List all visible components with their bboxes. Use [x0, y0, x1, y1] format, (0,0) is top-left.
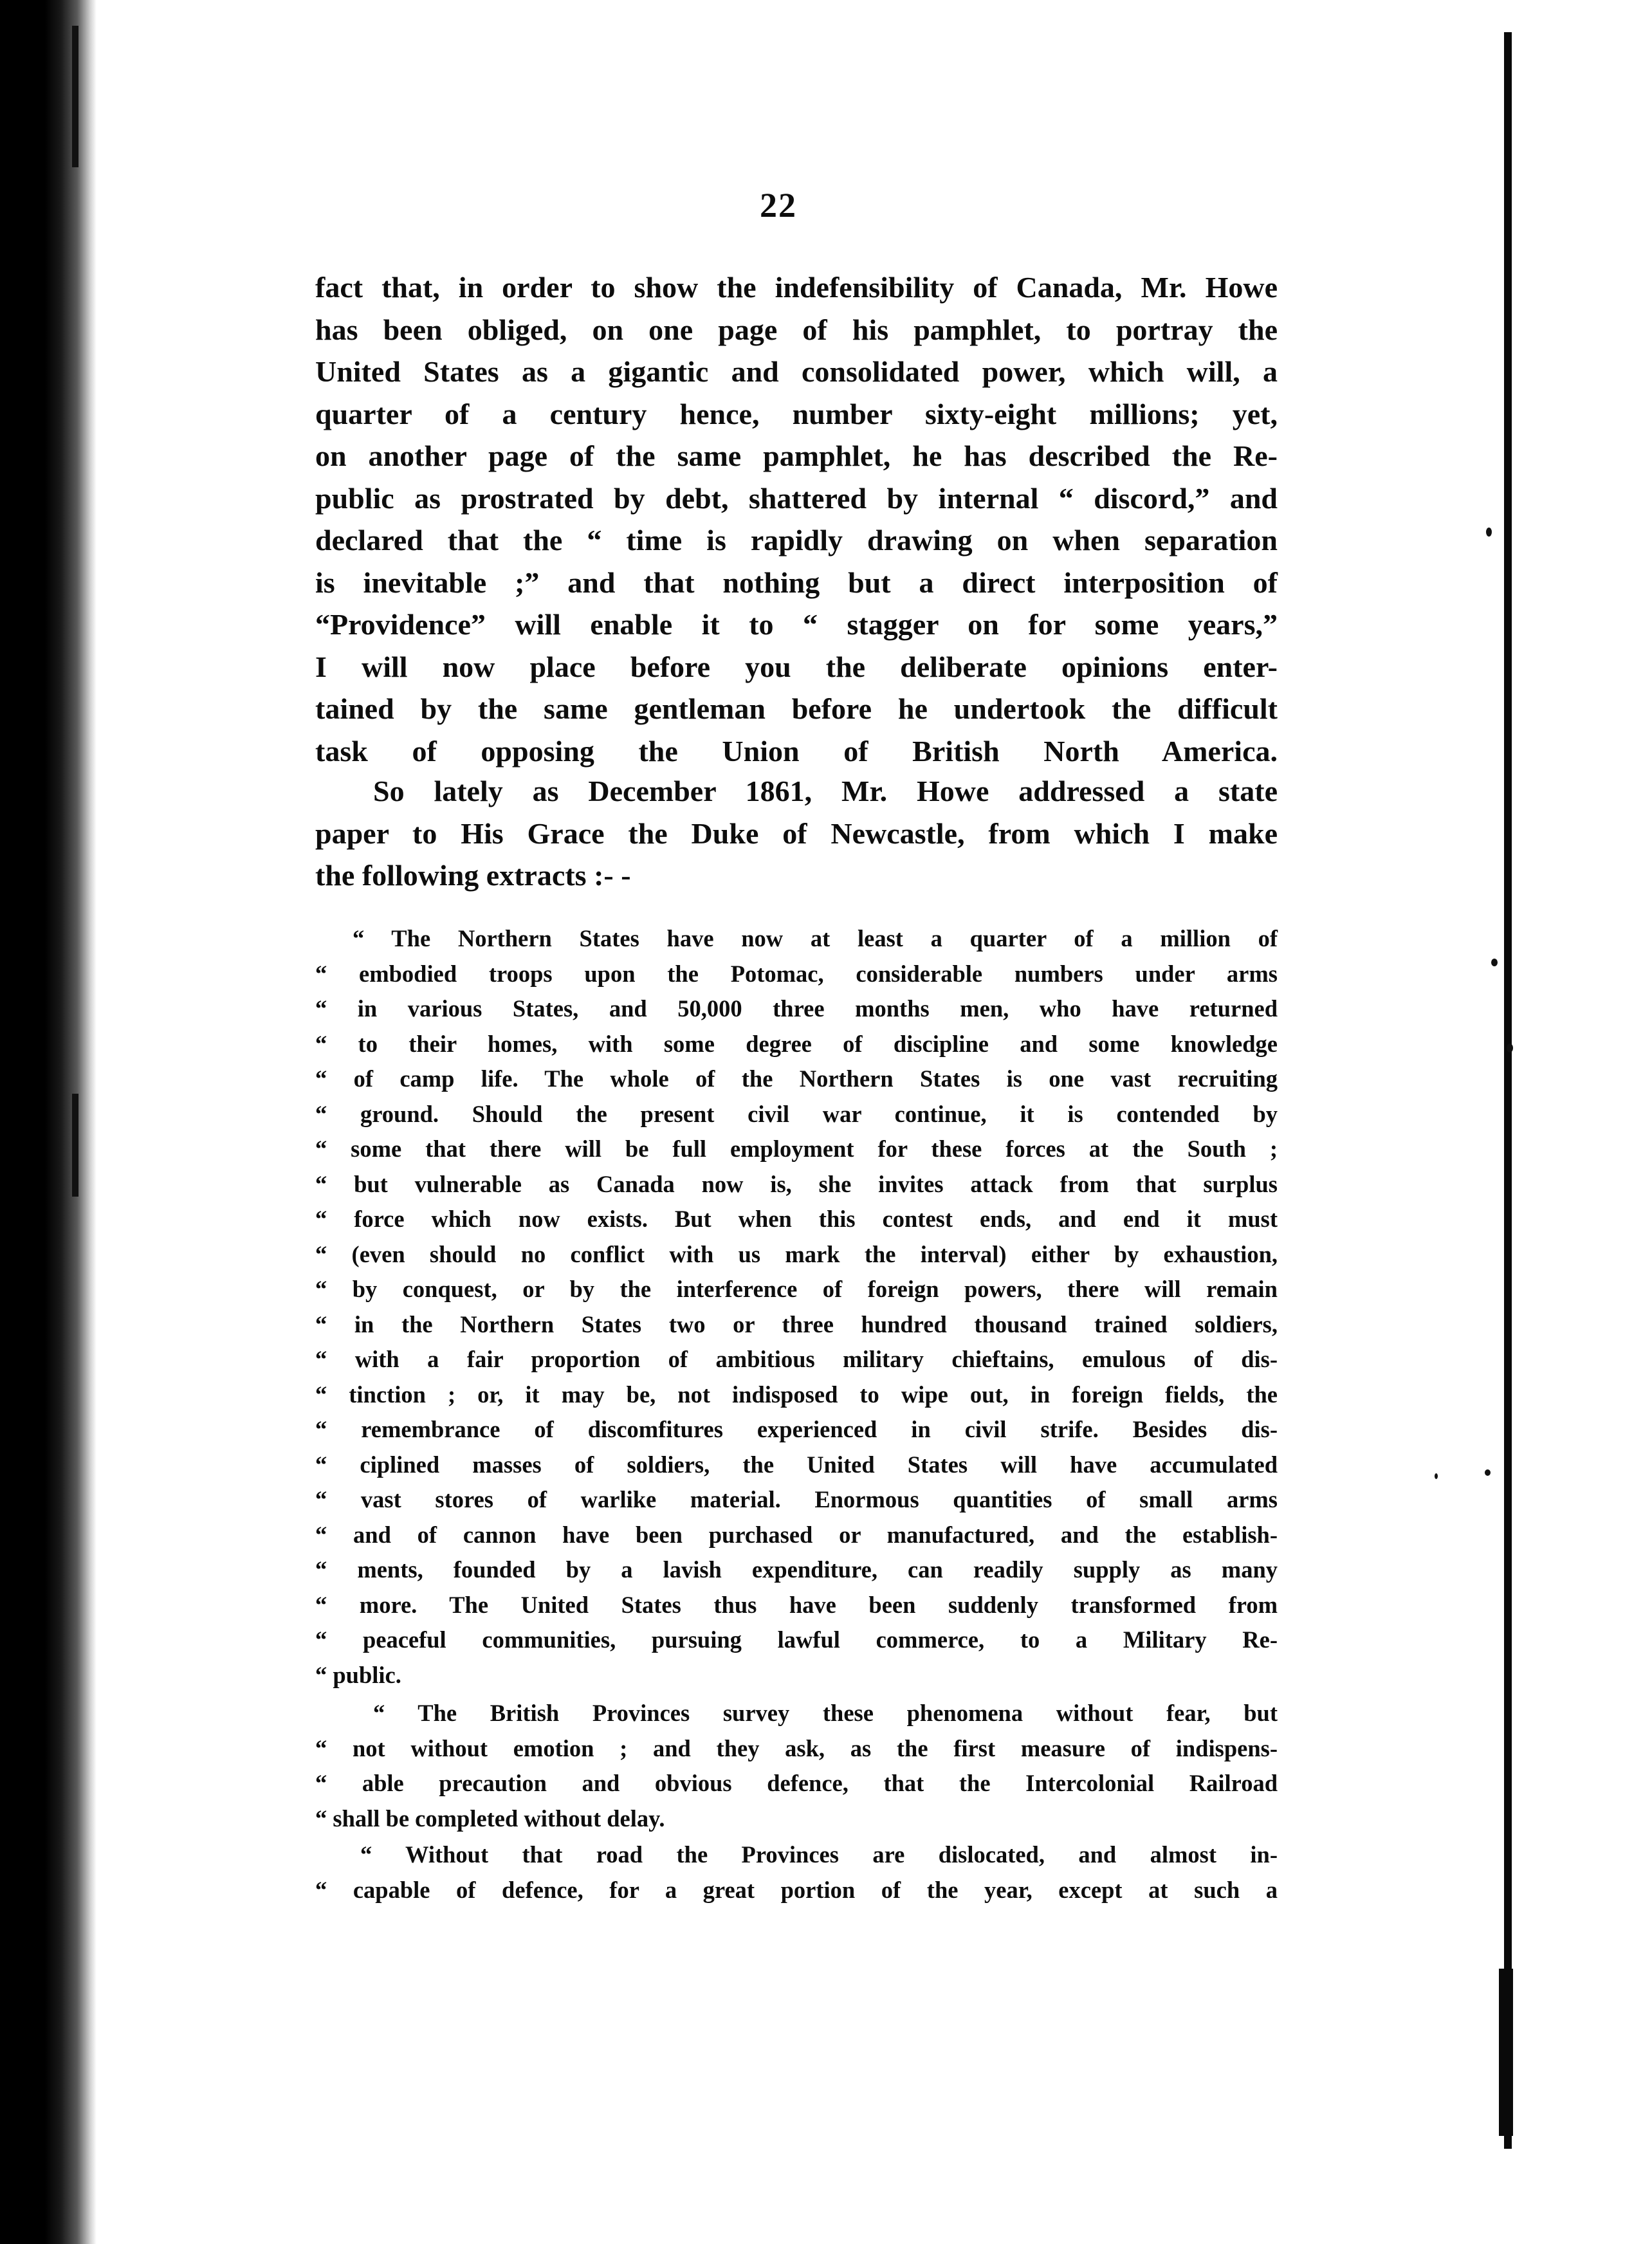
- quote-line: “ tinction ; or, it may be, not indisposed to wipe out, in foreign fields, the: [315, 1381, 1278, 1408]
- quote-line: “ to their homes, with some degree of discipline and some knowledge: [315, 1030, 1278, 1057]
- quote-line: “ shall be completed without delay.: [315, 1805, 665, 1832]
- scan-right-border: [1499, 1969, 1513, 2136]
- text-line: fact that, in order to show the indefensibility of Canada, Mr. Howe: [315, 271, 1278, 304]
- quote-line: “ more. The United States thus have been suddenly transformed from: [315, 1591, 1278, 1618]
- quote-line: “ in the Northern States two or three hundred thousand trained soldiers,: [315, 1311, 1278, 1338]
- text-line: on another page of the same pamphlet, he has described the Re-: [315, 439, 1278, 472]
- text-line: So lately as December 1861, Mr. Howe addressed a state: [373, 775, 1278, 807]
- quote-line: “ of camp life. The whole of the Northern States is one vast recruiting: [315, 1065, 1278, 1092]
- quote-line: “ ground. Should the present civil war continue, it is contended by: [315, 1100, 1278, 1127]
- quote-line: “ in various States, and 50,000 three months men, who have returned: [315, 995, 1278, 1022]
- quote-line: “ able precaution and obvious defence, that the Intercolonial Railroad: [315, 1770, 1278, 1796]
- text-line: public as prostrated by debt, shattered by internal “ discord,” and: [315, 481, 1278, 515]
- quote-line: “ but vulnerable as Canada now is, she invites attack from that surplus: [315, 1170, 1278, 1197]
- quote-line: “ The British Provinces survey these phenomena without fear, but: [373, 1700, 1278, 1726]
- quote-line: “ (even should no conflict with us mark the interval) either by exhaustion,: [315, 1240, 1278, 1267]
- quote-line: “ Without that road the Provinces are dislocated, and almost in-: [360, 1841, 1278, 1868]
- scan-edge-mark: [72, 26, 78, 167]
- scan-speck: [1485, 1469, 1491, 1476]
- quote-line: “ ciplined masses of soldiers, the United States will have accumulated: [315, 1451, 1278, 1478]
- quote-line: “ public.: [315, 1661, 401, 1688]
- quote-line: “ some that there will be full employment for these forces at the South ;: [315, 1136, 1278, 1162]
- quote-line: “ remembrance of discomfitures experienced in civil strife. Besides dis-: [315, 1416, 1278, 1442]
- quote-line: “ peaceful communities, pursuing lawful commerce, to a Military Re-: [315, 1626, 1278, 1653]
- text-line: “Providence” will enable it to “ stagger on for some years,”: [315, 608, 1278, 641]
- quote-line: “ capable of defence, for a great portion of the year, except at such a: [315, 1876, 1278, 1903]
- scan-speck: [1491, 959, 1498, 966]
- block-quote-2: [315, 1696, 1278, 1836]
- text-line: is inevitable ;” and that nothing but a direct interposition of: [315, 566, 1278, 599]
- scan-speck: [1507, 1044, 1513, 1053]
- quote-line: “ The Northern States have now at least a quarter of a million of: [353, 925, 1278, 952]
- block-quote-1: [315, 921, 1278, 1693]
- text-line: declared that the “ time is rapidly drawing on when separation: [315, 524, 1278, 556]
- block-quote-3: [315, 1837, 1278, 1908]
- quote-line: “ by conquest, or by the interference of foreign powers, there will remain: [315, 1276, 1278, 1302]
- quote-line: “ embodied troops upon the Potomac, considerable numbers under arms: [315, 960, 1278, 987]
- text-line: paper to His Grace the Duke of Newcastle, from which I make: [315, 816, 1278, 850]
- quote-line: “ and of cannon have been purchased or manufactured, and the establish-: [315, 1521, 1278, 1548]
- text-line: task of opposing the Union of British North America.: [315, 734, 1278, 768]
- text-line: the following extracts :- -: [315, 859, 631, 892]
- scan-right-border: [1504, 32, 1512, 2149]
- quote-line: “ not without emotion ; and they ask, as the first measure of indispens-: [315, 1734, 1278, 1761]
- scan-speck: [1435, 1473, 1438, 1479]
- text-line: United States as a gigantic and consolidated power, which will, a: [315, 355, 1278, 388]
- scan-edge-mark: [72, 1094, 78, 1197]
- quote-line: “ force which now exists. But when this contest ends, and end it must: [315, 1206, 1278, 1232]
- quote-line: “ with a fair proportion of ambitious military chieftains, emulous of dis-: [315, 1346, 1278, 1372]
- text-line: quarter of a century hence, number sixty-eight millions; yet,: [315, 397, 1278, 430]
- text-line: has been obliged, on one page of his pamphlet, to portray the: [315, 313, 1278, 346]
- quote-line: “ vast stores of warlike material. Enormous quantities of small arms: [315, 1486, 1278, 1513]
- scan-speck: [1486, 528, 1492, 537]
- scan-binding-edge: [0, 0, 96, 2244]
- text-line: I will now place before you the deliberate opinions enter-: [315, 650, 1278, 683]
- body-paragraph-2: [315, 770, 1278, 897]
- text-line: tained by the same gentleman before he undertook the difficult: [315, 692, 1278, 725]
- page-number: 22: [760, 186, 797, 225]
- quote-line: “ ments, founded by a lavish expenditure, can readily supply as many: [315, 1556, 1278, 1583]
- body-paragraph-1: [315, 266, 1278, 772]
